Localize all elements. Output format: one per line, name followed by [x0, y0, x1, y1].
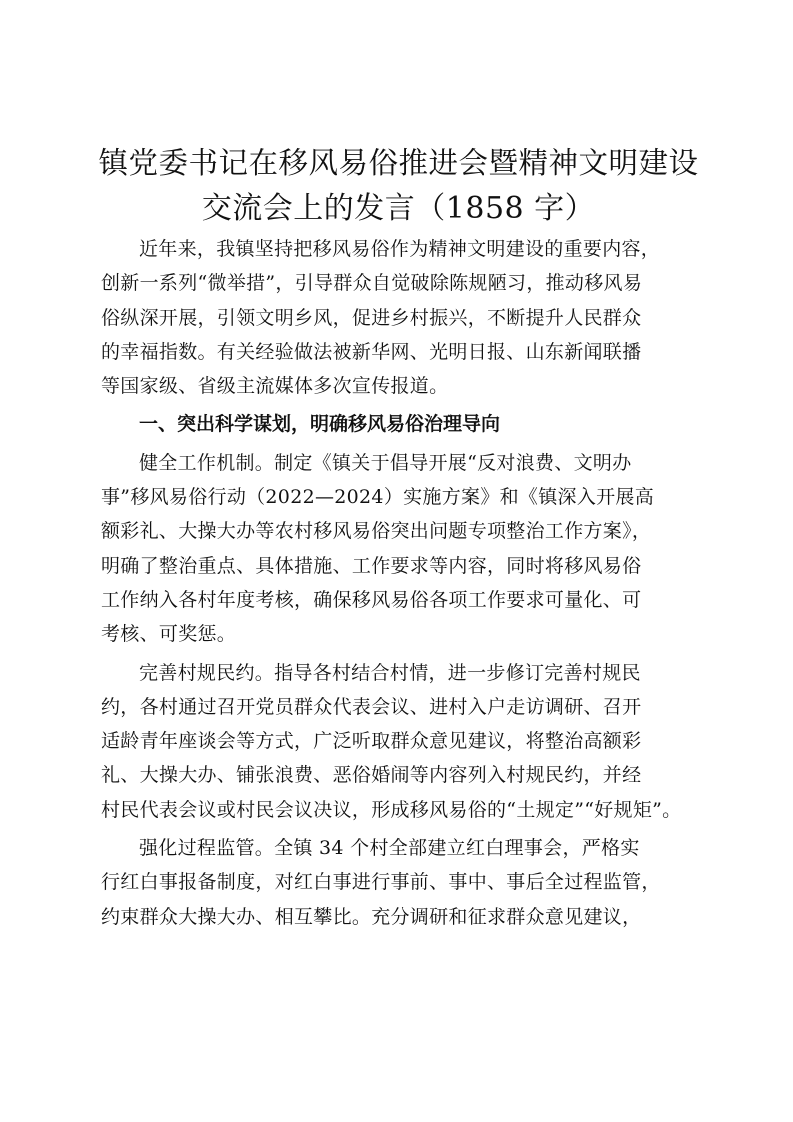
- text-line: 村民代表会议或村民会议决议，形成移风易俗的“土规定”“好规矩”。: [101, 798, 682, 821]
- intro-paragraph: [101, 232, 696, 403]
- document-title: [96, 140, 701, 232]
- title-line-2: 交流会上的发言（1858 字）: [201, 191, 596, 226]
- body-paragraph: [101, 656, 696, 827]
- text-line: 行红白事报备制度，对红白事进行事前、事中、事后全过程监管，: [101, 871, 661, 894]
- body-paragraph: [101, 446, 696, 652]
- text-line: 的幸福指数。有关经验做法被新华网、光明日报、山东新闻联播: [101, 340, 642, 363]
- title-line-1: 镇党委书记在移风易俗推进会暨精神文明建设: [98, 146, 699, 180]
- text-line: 工作纳入各村年度考核，确保移风易俗各项工作要求可量化、可: [101, 588, 642, 611]
- text-line: 完善村规民约。指导各村结合村情，进一步修订完善村规民: [139, 661, 641, 684]
- text-line: 额彩礼、大操大办等农村移风易俗突出问题专项整治工作方案》，: [101, 520, 652, 543]
- text-line: 考核、可奖惩。: [101, 623, 237, 646]
- text-line: 俗纵深开展，引领文明乡风，促进乡村振兴，不断提升人民群众: [101, 306, 642, 329]
- text-line: 事”移风易俗行动（2022—2024）实施方案》和《镇深入开展高: [101, 486, 655, 509]
- text-line: 约束群众大操大办、相互攀比。充分调研和征求群众意见建议，: [101, 905, 642, 928]
- text-line: 明确了整治重点、具体措施、工作要求等内容，同时将移风易俗: [101, 554, 642, 577]
- text-line: 适龄青年座谈会等方式，广泛听取群众意见建议，将整治高额彩: [101, 730, 642, 753]
- text-line: 强化过程监管。全镇 34 个村全部建立红白理事会，严格实: [139, 837, 640, 860]
- text-line: 创新一系列“微举措”，引导群众自觉破除陈规陋习，推动移风易: [101, 272, 643, 295]
- text-line: 近年来，我镇坚持把移风易俗作为精神文明建设的重要内容，: [139, 238, 661, 260]
- text-line: 等国家级、省级主流媒体多次宣传报道。: [101, 375, 449, 398]
- text-line: 礼、大操大办、铺张浪费、恶俗婚闹等内容列入村规民约，并经: [101, 764, 642, 787]
- text-line: 约，各村通过召开党员群众代表会议、进村入户走访调研、召开: [101, 695, 642, 718]
- body-paragraph: [101, 831, 696, 934]
- section-heading: 一、突出科学谋划，明确移风易俗治理导向: [139, 413, 501, 436]
- document-body: [101, 232, 696, 934]
- text-line: 健全工作机制。制定《镇关于倡导开展“反对浪费、文明办: [139, 451, 632, 474]
